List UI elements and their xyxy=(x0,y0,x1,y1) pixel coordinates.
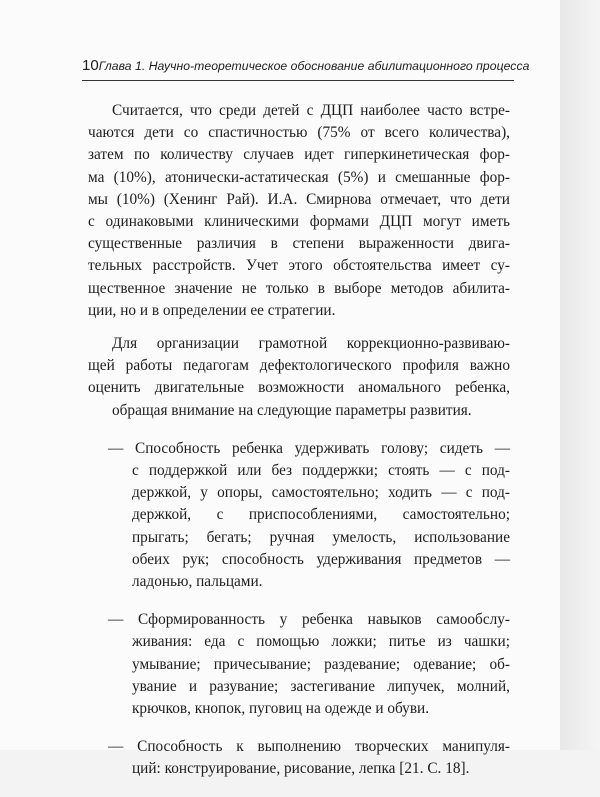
text-line: существенные различия в степени выраженности двига- xyxy=(88,235,510,253)
text-line: — Способность к выполнению творческих манипуля- xyxy=(108,738,510,756)
text-line: с поддержкой или без поддержки; стоять — с под- xyxy=(132,462,510,480)
text-line: держкой, с приспособлениями, самостоятельно; xyxy=(132,506,510,524)
paragraph xyxy=(88,333,510,422)
page-number: 10 xyxy=(82,57,99,74)
chapter-title: Глава 1. Научно-теоретическое обоснование абилитационного процесса xyxy=(98,59,530,73)
text-line: ции, но и в определении ее стратегии. xyxy=(88,301,336,319)
page-edge-shadow xyxy=(560,0,600,750)
text-line: обращая внимание на следующие параметры развития. xyxy=(112,401,472,419)
text-line: ций: конструирование, рисование, лепка [21. С. 18]. xyxy=(132,760,470,778)
text-line: держкой, у опоры, самостоятельно; ходить — с под- xyxy=(132,484,510,502)
text-line: чаются дети со спастичностью (75% от всего количества), xyxy=(88,124,510,142)
text-line: ладонью, пальцами. xyxy=(132,573,263,591)
text-line: ма (10%), атонически-астатическая (5%) и смешанные фор- xyxy=(88,168,510,186)
text-line: Для организации грамотной коррекционно-развиваю- xyxy=(112,335,510,353)
text-line: — Способность ребенка удерживать голову; сидеть — xyxy=(108,439,510,457)
text-line: увание и разувание; застегивание липучек, молний, xyxy=(132,677,510,695)
text-line: затем по количеству случаев идет гиперкинетическая фор- xyxy=(88,146,510,164)
page-body xyxy=(88,100,510,797)
text-line: мы (10%) (Хенинг Рай). И.А. Смирнова отмечает, что дети xyxy=(88,190,510,208)
text-line: щей работы педагогам дефектологического профиля важно xyxy=(88,357,510,375)
header-rule xyxy=(82,80,514,81)
running-head xyxy=(82,57,530,74)
list-item xyxy=(88,609,510,720)
text-line: щественное значение не только в выборе методов абилита- xyxy=(88,279,510,297)
list-item xyxy=(88,438,510,593)
text-line: живания: еда с помощью ложки; питье из чашки; xyxy=(132,633,510,651)
text-line: оценить двигательные возможности аномального ребенка, xyxy=(88,379,510,397)
text-line: — Сформированность у ребенка навыков самообслу- xyxy=(108,611,510,629)
text-line: Считается, что среди детей с ДЦП наиболее часто встре- xyxy=(112,102,510,119)
text-line: тельных расстройств. Учет этого обстоятельства имеет су- xyxy=(88,257,510,275)
text-line: умывание; причесывание; раздевание; одевание; об- xyxy=(132,655,510,673)
text-line: прыгать; бегать; ручная умелость, использование xyxy=(132,528,510,546)
list-item xyxy=(88,736,510,780)
parameter-list xyxy=(88,438,510,781)
text-line: обеих рук; способность удерживания предметов — xyxy=(132,550,510,568)
paragraph xyxy=(88,100,510,322)
text-line: крючков, кнопок, пуговиц на одежде и обуви. xyxy=(132,700,430,718)
text-line: с одинаковыми клиническими формами ДЦП могут иметь xyxy=(88,213,510,231)
